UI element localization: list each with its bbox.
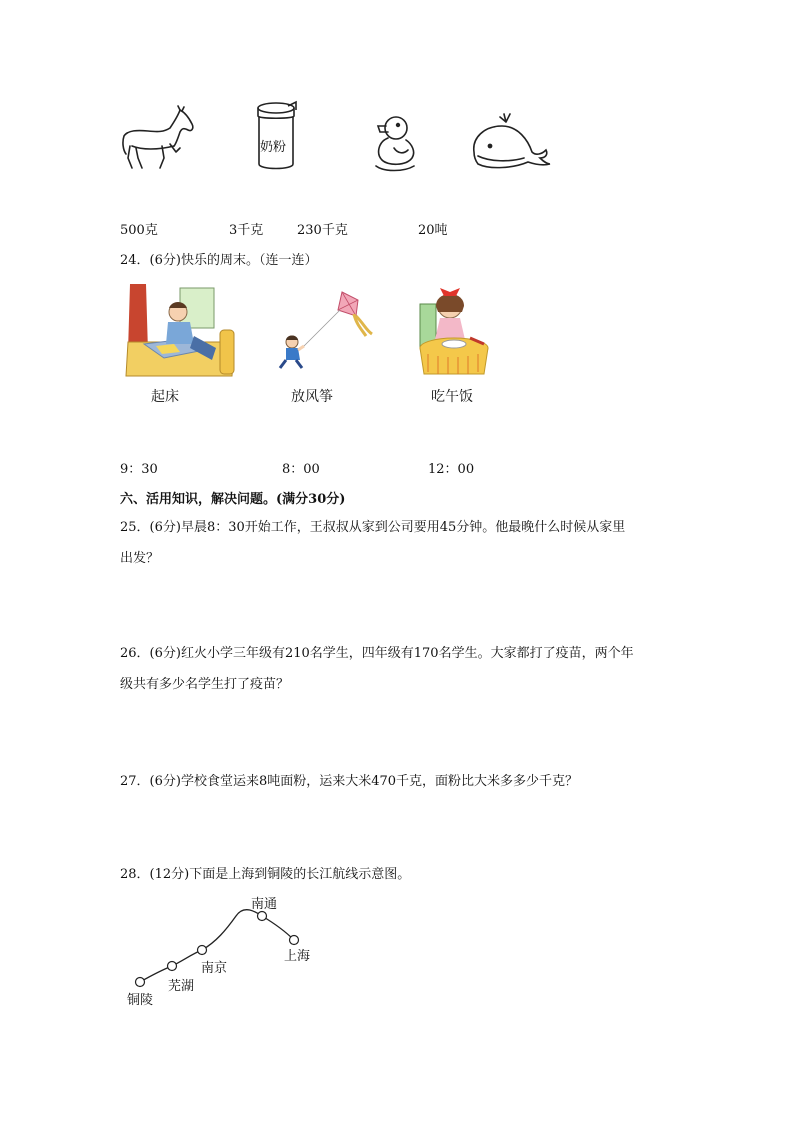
activity-label-3: 吃午饭 <box>431 389 473 405</box>
milk-label: 奶粉 <box>260 140 287 155</box>
question-24: 24．(6分)快乐的周末。（连一连） <box>120 253 318 268</box>
question-25-line-2: 出发？ <box>120 551 160 566</box>
time-label-2: 8：00 <box>282 462 320 477</box>
question-25-line-1: 25．(6分)早晨8：30开始工作，王叔叔从家到公司要用45分钟。他最晚什么时候从家里 <box>120 520 626 535</box>
question-26-line-1: 26．(6分)红火小学三年级有210名学生，四年级有170名学生。大家都打了疫苗，两个年 <box>120 646 634 661</box>
city-wuhu: 芜湖 <box>168 979 195 994</box>
eating-lunch-picture <box>414 282 494 378</box>
duck-icon <box>370 114 418 174</box>
time-label-3: 12：00 <box>428 462 475 477</box>
weight-label-1: 500克 <box>120 223 158 238</box>
city-shanghai: 上海 <box>284 949 311 964</box>
weight-label-4: 20吨 <box>418 223 448 238</box>
question-25 <box>120 512 680 574</box>
activity-label-1: 起床 <box>151 389 179 405</box>
whale-icon <box>470 112 552 172</box>
city-tongling: 铜陵 <box>127 993 154 1008</box>
section-6-heading: 六、活用知识，解决问题。(满分30分) <box>120 492 346 507</box>
question-26-line-2: 级共有多少名学生打了疫苗？ <box>120 677 290 692</box>
waking-up-picture <box>124 282 236 378</box>
city-nanjing: 南京 <box>201 961 228 976</box>
weight-label-3: 230千克 <box>297 223 348 238</box>
city-nantong: 南通 <box>251 897 278 912</box>
activity-label-2: 放风筝 <box>291 389 333 405</box>
horse-icon <box>118 106 198 174</box>
question-28: 28．(12分)下面是上海到铜陵的长江航线示意图。 <box>120 867 411 882</box>
time-label-1: 9：30 <box>120 462 158 477</box>
weight-label-2: 3千克 <box>229 223 264 238</box>
question-26 <box>120 638 680 700</box>
question-27: 27．(6分)学校食堂运来8吨面粉，运来大米470千克，面粉比大米多多少千克？ <box>120 774 579 789</box>
flying-kite-picture <box>278 290 378 372</box>
